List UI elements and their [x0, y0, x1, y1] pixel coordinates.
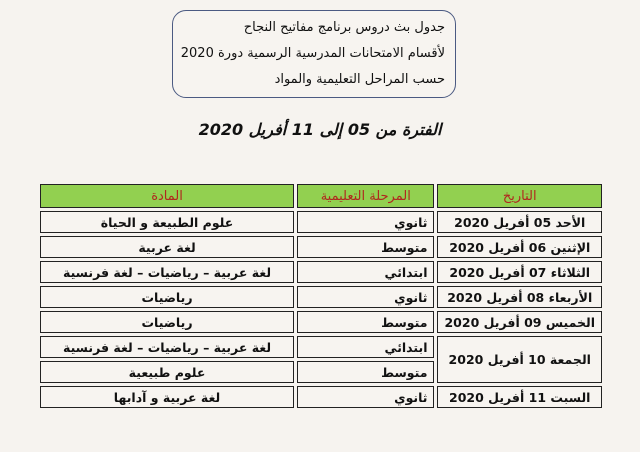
period-heading: الفترة من 05 إلى 11 أفريل 2020 — [198, 120, 442, 139]
date-cell: الجمعة 10 أفريل 2020 — [437, 336, 602, 383]
subject-cell: لغة عربية و آدابها — [40, 386, 294, 408]
level-cell: ثانوي — [297, 211, 434, 233]
table-header-row — [40, 184, 602, 208]
schedule-table — [37, 181, 605, 411]
level-cell: ثانوي — [297, 286, 434, 308]
table-row — [40, 211, 602, 233]
subject-cell: رياضيات — [40, 286, 294, 308]
table-row — [40, 261, 602, 283]
header-level: المرحلة التعليمية — [297, 184, 434, 208]
subject-cell: علوم طبيعية — [40, 361, 294, 383]
date-cell: السبت 11 أفريل 2020 — [437, 386, 602, 408]
header-subject: المادة — [40, 184, 294, 208]
table-row — [40, 311, 602, 333]
level-cell: متوسط — [297, 361, 434, 383]
header-date: التاريخ — [437, 184, 602, 208]
table-row — [40, 286, 602, 308]
subject-cell: رياضيات — [40, 311, 294, 333]
title-line-2: لأقسام الامتحانات المدرسية الرسمية دورة 2020 — [180, 46, 445, 61]
date-cell: الإثنين 06 أفريل 2020 — [437, 236, 602, 258]
date-cell: الأحد 05 أفريل 2020 — [437, 211, 602, 233]
title-line-3: حسب المراحل التعليمية والمواد — [274, 72, 445, 87]
title-box — [172, 10, 456, 98]
level-cell: ابتدائي — [297, 261, 434, 283]
date-cell: الخميس 09 أفريل 2020 — [437, 311, 602, 333]
table-row — [40, 336, 602, 358]
level-cell: ثانوي — [297, 386, 434, 408]
date-cell: الأربعاء 08 أفريل 2020 — [437, 286, 602, 308]
subject-cell: لغة عربية – رياضيات – لغة فرنسية — [40, 336, 294, 358]
table-row — [40, 386, 602, 408]
subject-cell: لغة عربية – رياضيات – لغة فرنسية — [40, 261, 294, 283]
subject-cell: علوم الطبيعة و الحياة — [40, 211, 294, 233]
date-cell: الثلاثاء 07 أفريل 2020 — [437, 261, 602, 283]
level-cell: متوسط — [297, 236, 434, 258]
title-line-1: جدول بث دروس برنامج مفاتيح النجاح — [243, 20, 445, 35]
subject-cell: لغة عربية — [40, 236, 294, 258]
level-cell: ابتدائي — [297, 336, 434, 358]
level-cell: متوسط — [297, 311, 434, 333]
table-row — [40, 236, 602, 258]
